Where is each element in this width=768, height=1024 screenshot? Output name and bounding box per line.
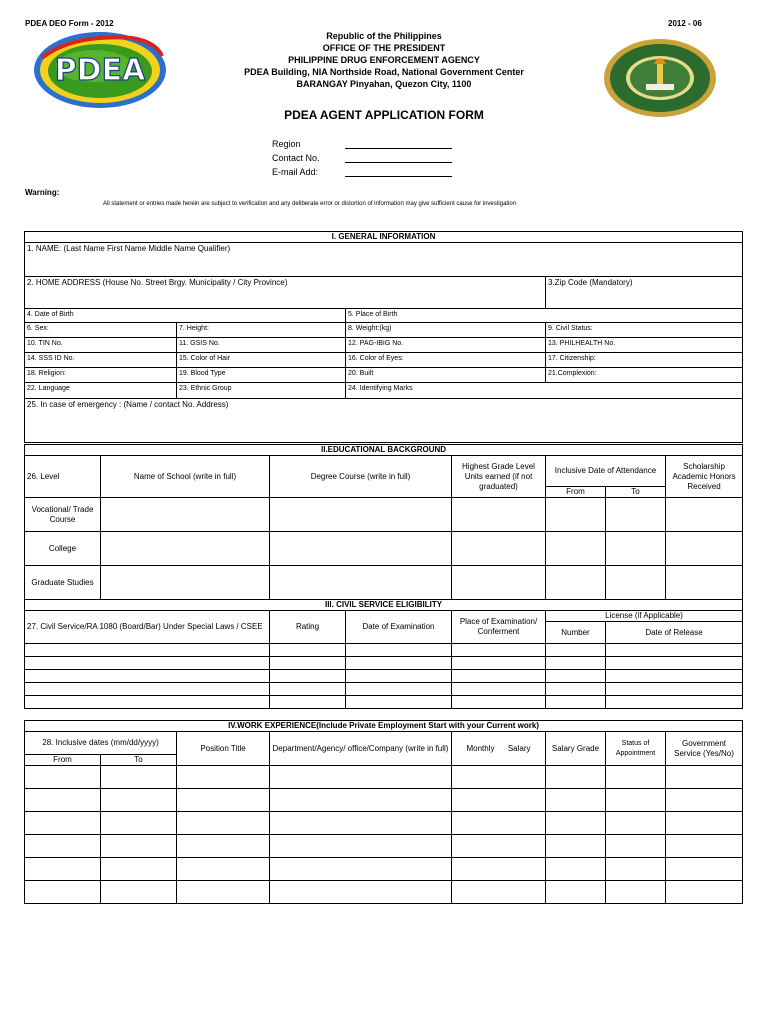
header-line-office: OFFICE OF THE PRESIDENT: [322, 43, 446, 53]
pdea-logo-text: PDEA: [54, 53, 146, 88]
religion-field[interactable]: 18. Religion:: [25, 368, 177, 383]
to-cell[interactable]: [606, 532, 666, 566]
salary-label: Salary: [507, 743, 531, 753]
agency-seal: [602, 38, 718, 118]
form-number: 2012 - 06: [668, 19, 702, 28]
zip-code-field[interactable]: 3.Zip Code (Mandatory): [546, 277, 743, 309]
school-cell[interactable]: [101, 532, 270, 566]
monthly-label: Monthly: [466, 743, 495, 753]
section-general-heading: I. GENERAL INFORMATION: [25, 232, 743, 243]
table-row[interactable]: [25, 670, 743, 683]
inclusive-dates-header: 28. Inclusive dates (mm/dd/yyyy): [25, 732, 177, 755]
table-row[interactable]: [25, 644, 743, 657]
grade-cell[interactable]: [452, 498, 546, 532]
table-row[interactable]: [25, 812, 743, 835]
work-to-header: To: [101, 755, 177, 766]
work-experience-table: [24, 720, 743, 904]
email-label: E-mail Add:: [272, 167, 319, 177]
highest-grade-header: Highest Grade Level Units earned (if not graduated): [452, 456, 546, 498]
place-exam-header: Place of Examination/ Conferment: [452, 611, 546, 644]
level-header: 26. Level: [25, 456, 101, 498]
civil-service-table: [24, 599, 743, 709]
attendance-header: Inclusive Date of Attendance: [546, 456, 666, 487]
pagibig-field[interactable]: 12. PAG-IBIG No.: [346, 338, 546, 353]
salary-grade-header: Salary Grade: [546, 732, 606, 766]
contact-labels: [272, 137, 320, 179]
identifying-marks-field[interactable]: 24. Identifying Marks: [346, 383, 743, 399]
monthly-salary-header: [452, 732, 546, 766]
place-of-birth-field[interactable]: 5. Place of Birth: [346, 309, 743, 323]
table-row[interactable]: [25, 835, 743, 858]
civil-status-field[interactable]: 9. Civil Status:: [546, 323, 743, 338]
degree-cell[interactable]: [270, 566, 452, 600]
rating-header: Rating: [270, 611, 346, 644]
level-college: College: [25, 532, 101, 566]
table-row[interactable]: [25, 858, 743, 881]
agency-header: [200, 30, 568, 90]
warning-text: All statement or entries made herein are subject to verification and any deliberate error or distortion of information may give sufficient cause for investigation: [103, 201, 517, 207]
home-address-field[interactable]: 2. HOME ADDRESS (House No. Street Brgy. Municipality / City Province): [25, 277, 546, 309]
department-header: Department/Agency/ office/Company (write in full): [270, 732, 452, 766]
region-field[interactable]: [345, 148, 452, 149]
contact-no-label: Contact No.: [272, 153, 320, 163]
name-field[interactable]: 1. NAME: (Last Name First Name Middle Name Qualifier): [25, 243, 743, 277]
table-row[interactable]: [25, 789, 743, 812]
eye-color-field[interactable]: 16. Color of Eyes:: [346, 353, 546, 368]
weight-field[interactable]: 8. Weight:(kg): [346, 323, 546, 338]
work-from-header: From: [25, 755, 101, 766]
to-cell[interactable]: [606, 566, 666, 600]
degree-cell[interactable]: [270, 532, 452, 566]
form-code: PDEA DEO Form - 2012: [25, 19, 114, 28]
government-service-header: Government Service (Yes/No): [666, 732, 743, 766]
table-row: [25, 498, 743, 532]
from-cell[interactable]: [546, 532, 606, 566]
header-line-barangay: BARANGAY Pinyahan, Quezon City, 1100: [296, 79, 472, 89]
email-field[interactable]: [345, 176, 452, 177]
language-field[interactable]: 22. Language: [25, 383, 177, 399]
header-line-building: PDEA Building, NIA Northside Road, National Government Center: [244, 67, 524, 77]
page-title: PDEA AGENT APPLICATION FORM: [284, 108, 484, 122]
attendance-from-header: From: [546, 487, 606, 498]
school-header: Name of School (write in full): [101, 456, 270, 498]
hair-color-field[interactable]: 15. Color of Hair: [177, 353, 346, 368]
header-line-republic: Republic of the Philippines: [326, 31, 442, 41]
citizenship-field[interactable]: 17. Citizenship:: [546, 353, 743, 368]
attendance-to-header: To: [606, 487, 666, 498]
sex-field[interactable]: 6. Sex:: [25, 323, 177, 338]
honors-header: Scholarship Academic Honors Received: [666, 456, 743, 498]
honors-cell[interactable]: [666, 532, 743, 566]
honors-cell[interactable]: [666, 566, 743, 600]
grade-cell[interactable]: [452, 532, 546, 566]
school-cell[interactable]: [101, 566, 270, 600]
table-row[interactable]: [25, 881, 743, 904]
pdea-logo: [32, 28, 168, 110]
license-number-header: Number: [546, 622, 606, 644]
height-field[interactable]: 7. Height:: [177, 323, 346, 338]
degree-cell[interactable]: [270, 498, 452, 532]
table-row[interactable]: [25, 766, 743, 789]
grade-cell[interactable]: [452, 566, 546, 600]
status-appointment-header: Status of Appointment: [606, 732, 666, 766]
table-row[interactable]: [25, 683, 743, 696]
section-education-heading: II.EDUCATIONAL BACKGROUND: [25, 445, 743, 456]
contact-no-field[interactable]: [345, 162, 452, 163]
philhealth-field[interactable]: 13. PHILHEALTH No.: [546, 338, 743, 353]
date-exam-header: Date of Examination: [346, 611, 452, 644]
degree-header: Degree Course (write in full): [270, 456, 452, 498]
built-field[interactable]: 20. Built: [346, 368, 546, 383]
education-table: [24, 444, 743, 600]
table-row[interactable]: [25, 696, 743, 709]
level-graduate: Graduate Studies: [25, 566, 101, 600]
ethnic-group-field[interactable]: 23. Ethnic Group: [177, 383, 346, 399]
warning-label: Warning:: [25, 188, 60, 197]
tin-field[interactable]: 10. TIN No.: [25, 338, 177, 353]
position-header: Position Title: [177, 732, 270, 766]
table-row: [25, 532, 743, 566]
license-header: License (if Applicable): [546, 611, 743, 622]
school-cell[interactable]: [101, 498, 270, 532]
emergency-contact-field[interactable]: 25. In case of emergency : (Name / contact No. Address): [25, 399, 743, 443]
to-cell[interactable]: [606, 498, 666, 532]
table-row: [25, 566, 743, 600]
sss-field[interactable]: 14. SSS ID No.: [25, 353, 177, 368]
general-information-table: [24, 231, 743, 443]
license-release-header: Date of Release: [606, 622, 743, 644]
date-of-birth-field[interactable]: 4. Date of Birth: [25, 309, 346, 323]
from-cell[interactable]: [546, 566, 606, 600]
honors-cell[interactable]: [666, 498, 743, 532]
eligibility-header: 27. Civil Service/RA 1080 (Board/Bar) Under Special Laws / CSEE: [25, 611, 270, 644]
section-work-heading: IV.WORK EXPERIENCE(Include Private Employment Start with your Current work): [25, 721, 743, 732]
table-row[interactable]: [25, 657, 743, 670]
region-label: Region: [272, 139, 301, 149]
from-cell[interactable]: [546, 498, 606, 532]
blood-type-field[interactable]: 19. Blood Type: [177, 368, 346, 383]
level-vocational: Vocational/ Trade Course: [25, 498, 101, 532]
gsis-field[interactable]: 11. GSIS No.: [177, 338, 346, 353]
section-civil-heading: III. CIVIL SERVICE ELIGIBILITY: [25, 600, 743, 611]
complexion-field[interactable]: 21.Complexion:: [546, 368, 743, 383]
header-line-agency: PHILIPPINE DRUG ENFORCEMENT AGENCY: [288, 55, 480, 65]
